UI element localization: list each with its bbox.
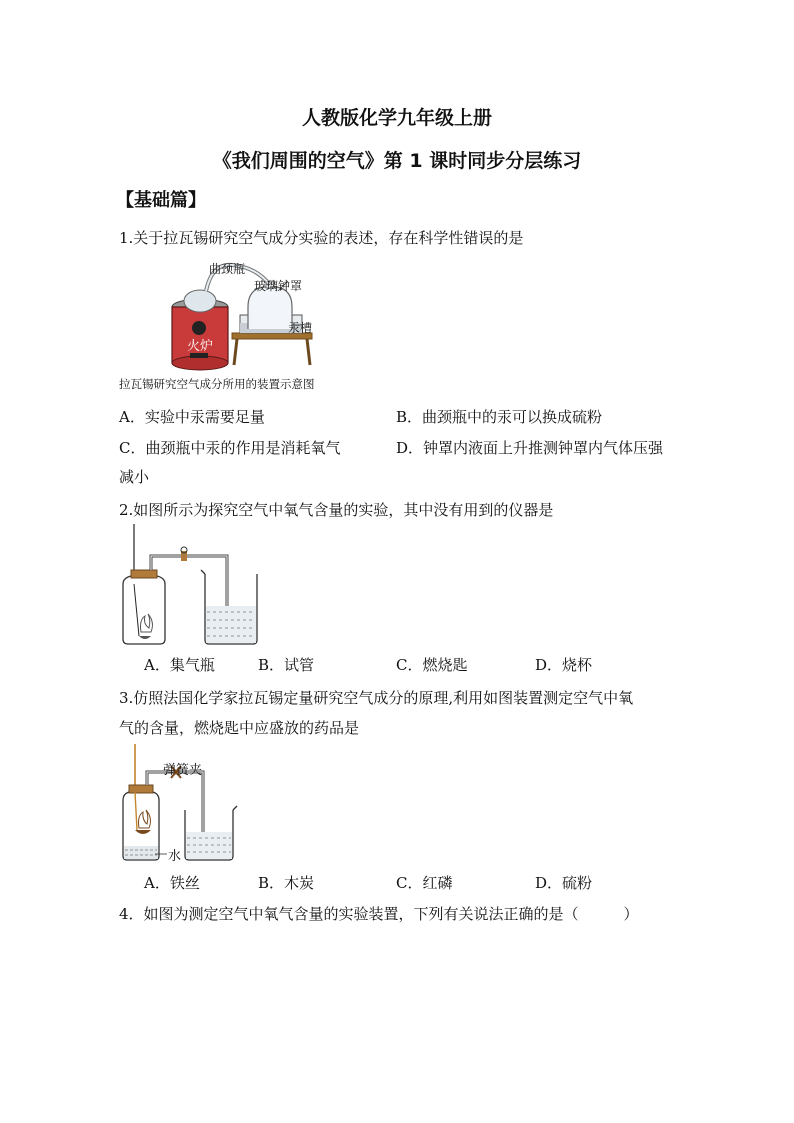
lavoisier-apparatus-figure [160, 255, 360, 373]
q1-option-c: C．曲颈瓶中汞的作用是消耗氧气 [119, 439, 341, 457]
q1-option-b: B．曲颈瓶中的汞可以换成硫粉 [396, 408, 603, 426]
q1-option-d: D．钟罩内液面上升推测钟罩内气体压强 [396, 439, 664, 457]
question-4-text: 4．如图为测定空气中氧气含量的实验装置，下列有关说法正确的是（ ） [119, 905, 639, 923]
section-heading: 【基础篇】 [116, 190, 206, 211]
label-spring-clamp: 弹簧夹 [163, 763, 203, 778]
q3-option-d: D．硫粉 [535, 874, 593, 892]
q1-option-d-continued: 减小 [119, 468, 150, 486]
label-bell-jar: 玻璃钟罩 [254, 279, 303, 293]
question-3-text-line-2: 气的含量，燃烧匙中应盛放的药品是 [119, 719, 360, 737]
question-2-text: 2.如图所示为探究空气中氧气含量的实验，其中没有用到的仪器是 [119, 501, 554, 519]
q3-option-a: A．铁丝 [144, 874, 200, 892]
label-water: 水 [168, 849, 182, 864]
oxygen-content-apparatus-figure [115, 524, 265, 646]
q2-option-d: D．烧杯 [535, 656, 593, 674]
figure-1-caption: 拉瓦锡研究空气成分所用的装置示意图 [119, 377, 315, 391]
q2-option-a: A．集气瓶 [144, 656, 215, 674]
question-3-text-line-1: 3.仿照法国化学家拉瓦锡定量研究空气成分的原理,利用如图装置测定空气中氧 [119, 689, 634, 707]
page-subtitle: 《我们周围的空气》第 1 课时同步分层练习 [212, 150, 582, 172]
question-1-text: 1.关于拉瓦锡研究空气成分实验的表述，存在科学性错误的是 [119, 229, 524, 247]
furnace-label: 火炉 [186, 339, 214, 354]
label-mercury-trough: 汞槽 [288, 321, 313, 335]
page-title: 人教版化学九年级上册 [301, 107, 492, 129]
q3-option-b: B．木炭 [258, 874, 315, 892]
q2-option-c: C．燃烧匙 [396, 656, 468, 674]
q3-option-c: C．红磷 [396, 874, 453, 892]
q1-option-a: A．实验中汞需要足量 [119, 408, 265, 426]
q2-option-b: B．试管 [258, 656, 315, 674]
label-retort-flask: 曲颈瓶 [209, 262, 246, 276]
